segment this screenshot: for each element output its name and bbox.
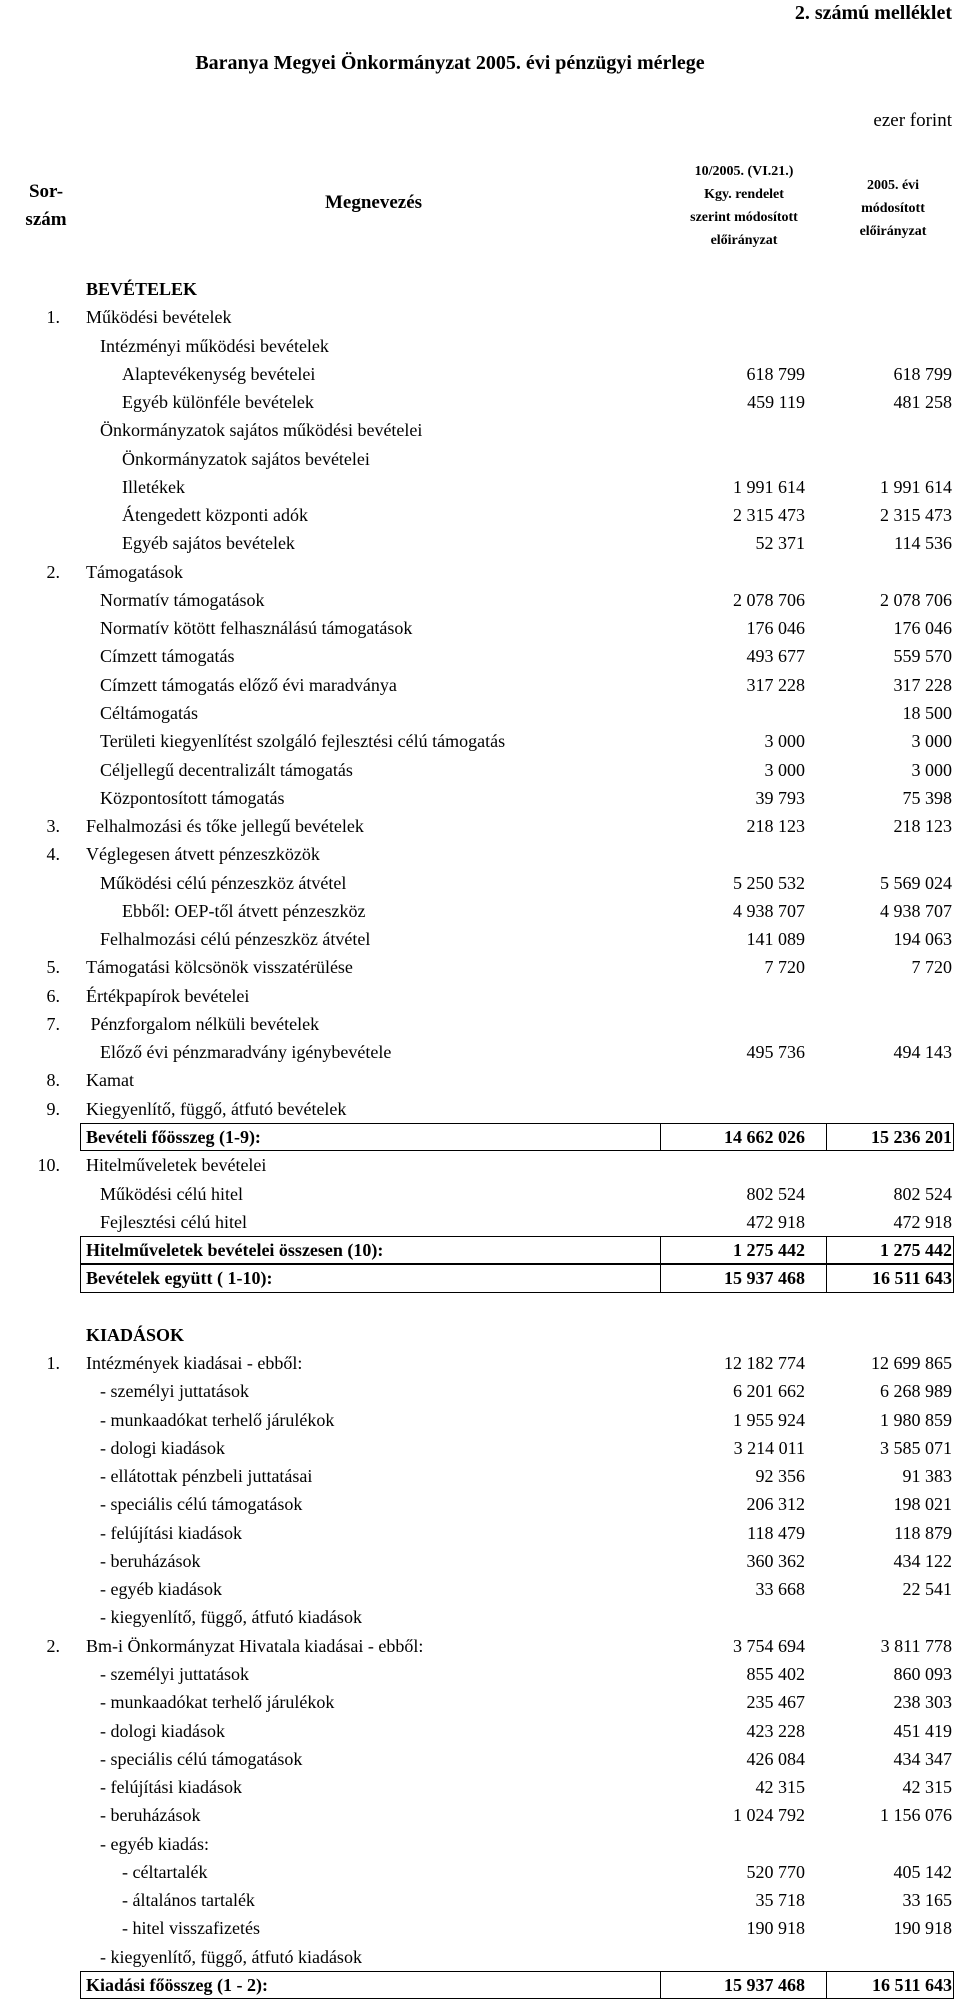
table-row [0,1717,960,1745]
header-row-number-line2: szám [25,209,67,230]
table-row [0,1321,960,1349]
row-label: Felhalmozási és tőke jellegű bevételek [86,816,364,837]
row-value-modified: 15 236 201 [871,1126,952,1147]
row-label: Fejlesztési célú hitel [100,1211,247,1232]
row-label: Bevételi főösszeg (1-9): [86,1126,261,1147]
cell-divider [826,1123,827,1151]
row-value-modified: 33 165 [902,1890,952,1911]
table-row [0,925,960,953]
header-col-decree-line3: szerint módosított [690,210,798,225]
row-value-decree: 35 718 [755,1890,805,1911]
row-label: Ebből: OEP-től átvett pénzeszköz [122,900,366,921]
row-label: Normatív támogatások [100,589,265,610]
table-row [0,1688,960,1716]
row-value-modified: 238 303 [893,1692,952,1713]
row-number: 4. [46,844,60,865]
row-value-decree: 317 228 [746,674,805,695]
table-row [0,1943,960,1971]
row-label: Pénzforgalom nélküli bevételek [86,1013,320,1034]
table-row [0,1095,960,1123]
row-label: - beruházások [100,1550,201,1571]
row-label: - dologi kiadások [100,1437,225,1458]
row-number: 10. [37,1155,60,1176]
row-label: Működési célú pénzeszköz átvétel [100,872,347,893]
row-value-decree: 493 677 [746,646,805,667]
row-value-modified: 481 258 [893,392,952,413]
row-label: - kiegyenlítő, függő, átfutó kiadások [100,1607,362,1628]
table-row [0,445,960,473]
row-label: Hitelműveletek bevételei [86,1155,267,1176]
row-value-modified: 91 383 [902,1466,952,1487]
row-label: Egyéb sajátos bevételek [122,533,295,554]
row-label: - egyéb kiadás: [100,1833,209,1854]
row-value-modified: 802 524 [893,1183,952,1204]
row-label: BEVÉTELEK [86,279,198,299]
row-value-modified: 559 570 [893,646,952,667]
table-row [0,1377,960,1405]
cell-divider [660,1264,661,1292]
row-value-decree: 459 119 [747,392,805,413]
table-row [0,1349,960,1377]
unit-label: ezer forint [873,110,952,131]
table-row [0,1886,960,1914]
header-col-modified-line2: módosított [861,201,925,216]
row-number: 1. [46,1353,60,1374]
table-row [0,1010,960,1038]
table-row [0,416,960,444]
table-row [0,303,960,331]
row-value-decree: 360 362 [746,1550,805,1571]
row-value-modified: 190 918 [893,1918,952,1939]
row-value-modified: 4 938 707 [880,900,952,921]
table-row [0,671,960,699]
table-row [0,1603,960,1631]
row-value-modified: 12 699 865 [871,1353,952,1374]
row-number: 7. [46,1013,60,1034]
row-value-decree: 218 123 [746,816,805,837]
header-col-decree-line4: előirányzat [710,233,778,248]
row-label: Címzett támogatás [100,646,235,667]
table-row [0,558,960,586]
row-value-decree: 472 918 [746,1211,805,1232]
row-label: - felújítási kiadások [100,1522,242,1543]
row-label: Önkormányzatok sajátos bevételei [122,448,370,469]
row-label: - munkaadókat terhelő járulékok [100,1409,335,1430]
row-label: Átengedett központi adók [122,505,308,526]
row-value-decree: 42 315 [755,1777,805,1798]
header-col-modified-line1: 2005. évi [866,178,920,193]
row-label: - felújítási kiadások [100,1777,242,1798]
header-row-number-line1: Sor- [28,181,64,202]
row-value-modified: 176 046 [893,618,952,639]
row-value-modified: 198 021 [893,1494,952,1515]
row-label: Intézményi működési bevételek [100,335,329,356]
row-value-decree: 6 201 662 [733,1381,805,1402]
row-value-modified: 3 000 [911,759,952,780]
row-label: Illetékek [122,476,185,497]
table-row [0,1066,960,1094]
row-value-decree: 33 668 [755,1579,805,1600]
row-label: Előző évi pénzmaradvány igénybevétele [100,1042,392,1063]
table-row [0,275,960,303]
row-value-modified: 16 511 643 [871,1974,952,1995]
table-row [0,982,960,1010]
row-label: Értékpapírok bevételei [86,985,250,1006]
row-label: - beruházások [100,1805,201,1826]
row-value-modified: 1 156 076 [880,1805,952,1826]
row-label: - speciális célú támogatások [100,1748,303,1769]
row-value-decree: 5 250 532 [733,872,805,893]
row-value-decree: 1 024 792 [733,1805,805,1826]
table-row [0,473,960,501]
row-number: 5. [46,957,60,978]
row-value-decree: 12 182 774 [724,1353,805,1374]
row-label: Bm-i Önkormányzat Hivatala kiadásai - ebből: [86,1635,424,1656]
table-row [0,840,960,868]
row-value-modified: 2 315 473 [880,505,952,526]
cell-divider [660,1236,661,1264]
row-value-decree: 618 799 [746,363,805,384]
balance-table [0,275,960,1999]
row-value-modified: 3 000 [911,731,952,752]
header-col-decree [662,160,826,252]
row-value-decree: 176 046 [746,618,805,639]
row-number: 3. [46,816,60,837]
row-label: - általános tartalék [122,1890,255,1911]
row-number: 1. [46,307,60,328]
row-value-decree: 426 084 [746,1748,805,1769]
cell-divider [826,1971,827,1999]
row-value-decree: 4 938 707 [733,900,805,921]
table-row [0,1830,960,1858]
row-label: Központosított támogatás [100,787,285,808]
row-value-modified: 3 811 778 [880,1635,952,1656]
row-value-modified: 618 799 [893,363,952,384]
row-label: - hitel visszafizetés [122,1918,260,1939]
row-label: Területi kiegyenlítést szolgáló fejlesztési célú támogatás [100,731,506,752]
table-row [0,784,960,812]
row-value-modified: 6 268 989 [880,1381,952,1402]
row-label: Kiadási főösszeg (1 - 2): [86,1974,268,1995]
row-value-decree: 1 991 614 [733,476,805,497]
table-row [0,953,960,981]
row-value-decree: 141 089 [746,929,805,950]
row-value-modified: 218 123 [893,816,952,837]
table-row [0,1519,960,1547]
row-value-decree: 15 937 468 [724,1974,805,1995]
row-value-modified: 1 980 859 [880,1409,952,1430]
annex-label: 2. számú melléklet [794,2,952,24]
row-label: Címzett támogatás előző évi maradványa [100,674,397,695]
table-row [0,812,960,840]
row-label: - egyéb kiadások [100,1579,222,1600]
row-number: 6. [46,985,60,1006]
table-row [0,1632,960,1660]
table-row [0,1151,960,1179]
row-value-decree: 14 662 026 [724,1126,805,1147]
row-value-modified: 434 347 [893,1748,952,1769]
row-value-modified: 434 122 [893,1550,952,1571]
row-value-modified: 114 536 [894,533,952,554]
cell-divider [826,1236,827,1264]
row-value-decree: 206 312 [746,1494,805,1515]
header-col-modified [826,174,960,243]
row-value-decree: 520 770 [746,1861,805,1882]
row-value-modified: 42 315 [902,1777,952,1798]
header-col-decree-line2: Kgy. rendelet [704,187,784,202]
row-label: Céltámogatás [100,702,198,723]
table-row [0,1434,960,1462]
table-row [0,1660,960,1688]
row-value-decree: 495 736 [746,1042,805,1063]
table-row [0,756,960,784]
table-row [0,1858,960,1886]
row-label: - munkaadókat terhelő járulékok [100,1692,335,1713]
row-value-decree: 855 402 [746,1664,805,1685]
cell-divider [660,1971,661,1999]
row-value-modified: 317 228 [893,674,952,695]
row-value-decree: 2 315 473 [733,505,805,526]
row-value-decree: 1 955 924 [733,1409,805,1430]
row-value-decree: 3 000 [764,759,805,780]
row-label: Normatív kötött felhasználású támogatások [100,618,413,639]
table-row [0,727,960,755]
table-row [0,897,960,925]
table-row [0,1406,960,1434]
table-row [0,1236,960,1264]
row-value-modified: 1 991 614 [880,476,952,497]
row-label: - dologi kiadások [100,1720,225,1741]
table-row [0,642,960,670]
row-value-modified: 16 511 643 [871,1268,952,1289]
row-value-decree: 39 793 [755,787,805,808]
table-row [0,699,960,727]
row-value-modified: 22 541 [902,1579,952,1600]
row-value-decree: 2 078 706 [733,589,805,610]
row-number: 9. [46,1098,60,1119]
table-row [0,501,960,529]
row-value-modified: 3 585 071 [880,1437,952,1458]
table-row [0,869,960,897]
row-label: - személyi juttatások [100,1381,249,1402]
row-value-decree: 3 754 694 [733,1635,805,1656]
row-label: Bevételek együtt ( 1-10): [86,1268,273,1289]
row-value-decree: 3 214 011 [733,1437,805,1458]
row-label: Kamat [86,1070,134,1091]
row-label: Hitelműveletek bevételei összesen (10): [86,1240,384,1261]
row-label: - kiegyenlítő, függő, átfutó kiadások [100,1946,362,1967]
row-number: 2. [46,1635,60,1656]
row-label: Támogatási kölcsönök visszatérülése [86,957,353,978]
row-value-decree: 52 371 [755,533,805,554]
header-col-decree-line1: 10/2005. (VI.21.) [694,164,794,179]
row-value-modified: 472 918 [893,1211,952,1232]
table-row [0,1575,960,1603]
row-label: - személyi juttatások [100,1664,249,1685]
row-label: Véglegesen átvett pénzeszközök [86,844,320,865]
row-label: - ellátottak pénzbeli juttatásai [100,1466,313,1487]
row-value-modified: 1 275 442 [880,1240,952,1261]
row-value-modified: 405 142 [893,1861,952,1882]
row-value-modified: 7 720 [911,957,952,978]
table-row [0,529,960,557]
table-row [0,1547,960,1575]
table-row [0,1773,960,1801]
row-value-decree: 15 937 468 [724,1268,805,1289]
row-value-modified: 2 078 706 [880,589,952,610]
row-label: Alaptevékenység bevételei [122,363,316,384]
table-row [0,614,960,642]
table-row [0,1264,960,1292]
table-row [0,360,960,388]
table-row [0,1914,960,1942]
row-value-modified: 860 093 [893,1664,952,1685]
row-value-decree: 190 918 [746,1918,805,1939]
row-label: Felhalmozási célú pénzeszköz átvétel [100,929,371,950]
row-value-decree: 92 356 [755,1466,805,1487]
row-label: Támogatások [86,561,183,582]
row-label: - céltartalék [122,1861,208,1882]
cell-divider [660,1123,661,1151]
row-number: 8. [46,1070,60,1091]
row-label: - speciális célú támogatások [100,1494,303,1515]
table-row [0,1801,960,1829]
header-row-number [12,178,80,234]
row-value-modified: 494 143 [893,1042,952,1063]
row-label: Céljellegű decentralizált támogatás [100,759,353,780]
page-title-text: Baranya Megyei Önkormányzat 2005. évi pénzügyi mérlege [195,52,705,74]
header-name: Megnevezés [324,192,423,213]
row-label: Egyéb különféle bevételek [122,392,314,413]
row-value-modified: 5 569 024 [880,872,952,893]
table-row [0,586,960,614]
table-row [0,332,960,360]
row-value-modified: 18 500 [902,702,952,723]
row-value-modified: 75 398 [902,787,952,808]
cell-divider [826,1264,827,1292]
row-value-decree: 235 467 [746,1692,805,1713]
table-row [0,1038,960,1066]
row-value-modified: 194 063 [893,929,952,950]
row-label: Önkormányzatok sajátos működési bevételei [100,420,423,441]
table-row [0,1490,960,1518]
table-row [0,388,960,416]
row-label: Működési bevételek [86,307,232,328]
row-number: 2. [46,561,60,582]
row-value-modified: 451 419 [893,1720,952,1741]
row-label: Kiegyenlítő, függő, átfutó bevételek [86,1098,347,1119]
header-col-modified-line3: előirányzat [859,224,927,239]
row-value-decree: 118 479 [747,1522,805,1543]
table-row [0,1123,960,1151]
row-label: Működési célú hitel [100,1183,243,1204]
table-row [0,1293,960,1321]
row-label: KIADÁSOK [86,1324,185,1345]
row-value-decree: 802 524 [746,1183,805,1204]
page-title [0,52,960,75]
row-value-decree: 3 000 [764,731,805,752]
row-value-decree: 7 720 [764,957,805,978]
table-row [0,1208,960,1236]
row-value-decree: 1 275 442 [733,1240,805,1261]
table-row [0,1180,960,1208]
row-value-decree: 423 228 [746,1720,805,1741]
table-row [0,1745,960,1773]
table-header [0,140,960,270]
table-row [0,1971,960,1999]
row-value-modified: 118 879 [894,1522,952,1543]
row-label: Intézmények kiadásai - ebből: [86,1353,303,1374]
table-row [0,1462,960,1490]
